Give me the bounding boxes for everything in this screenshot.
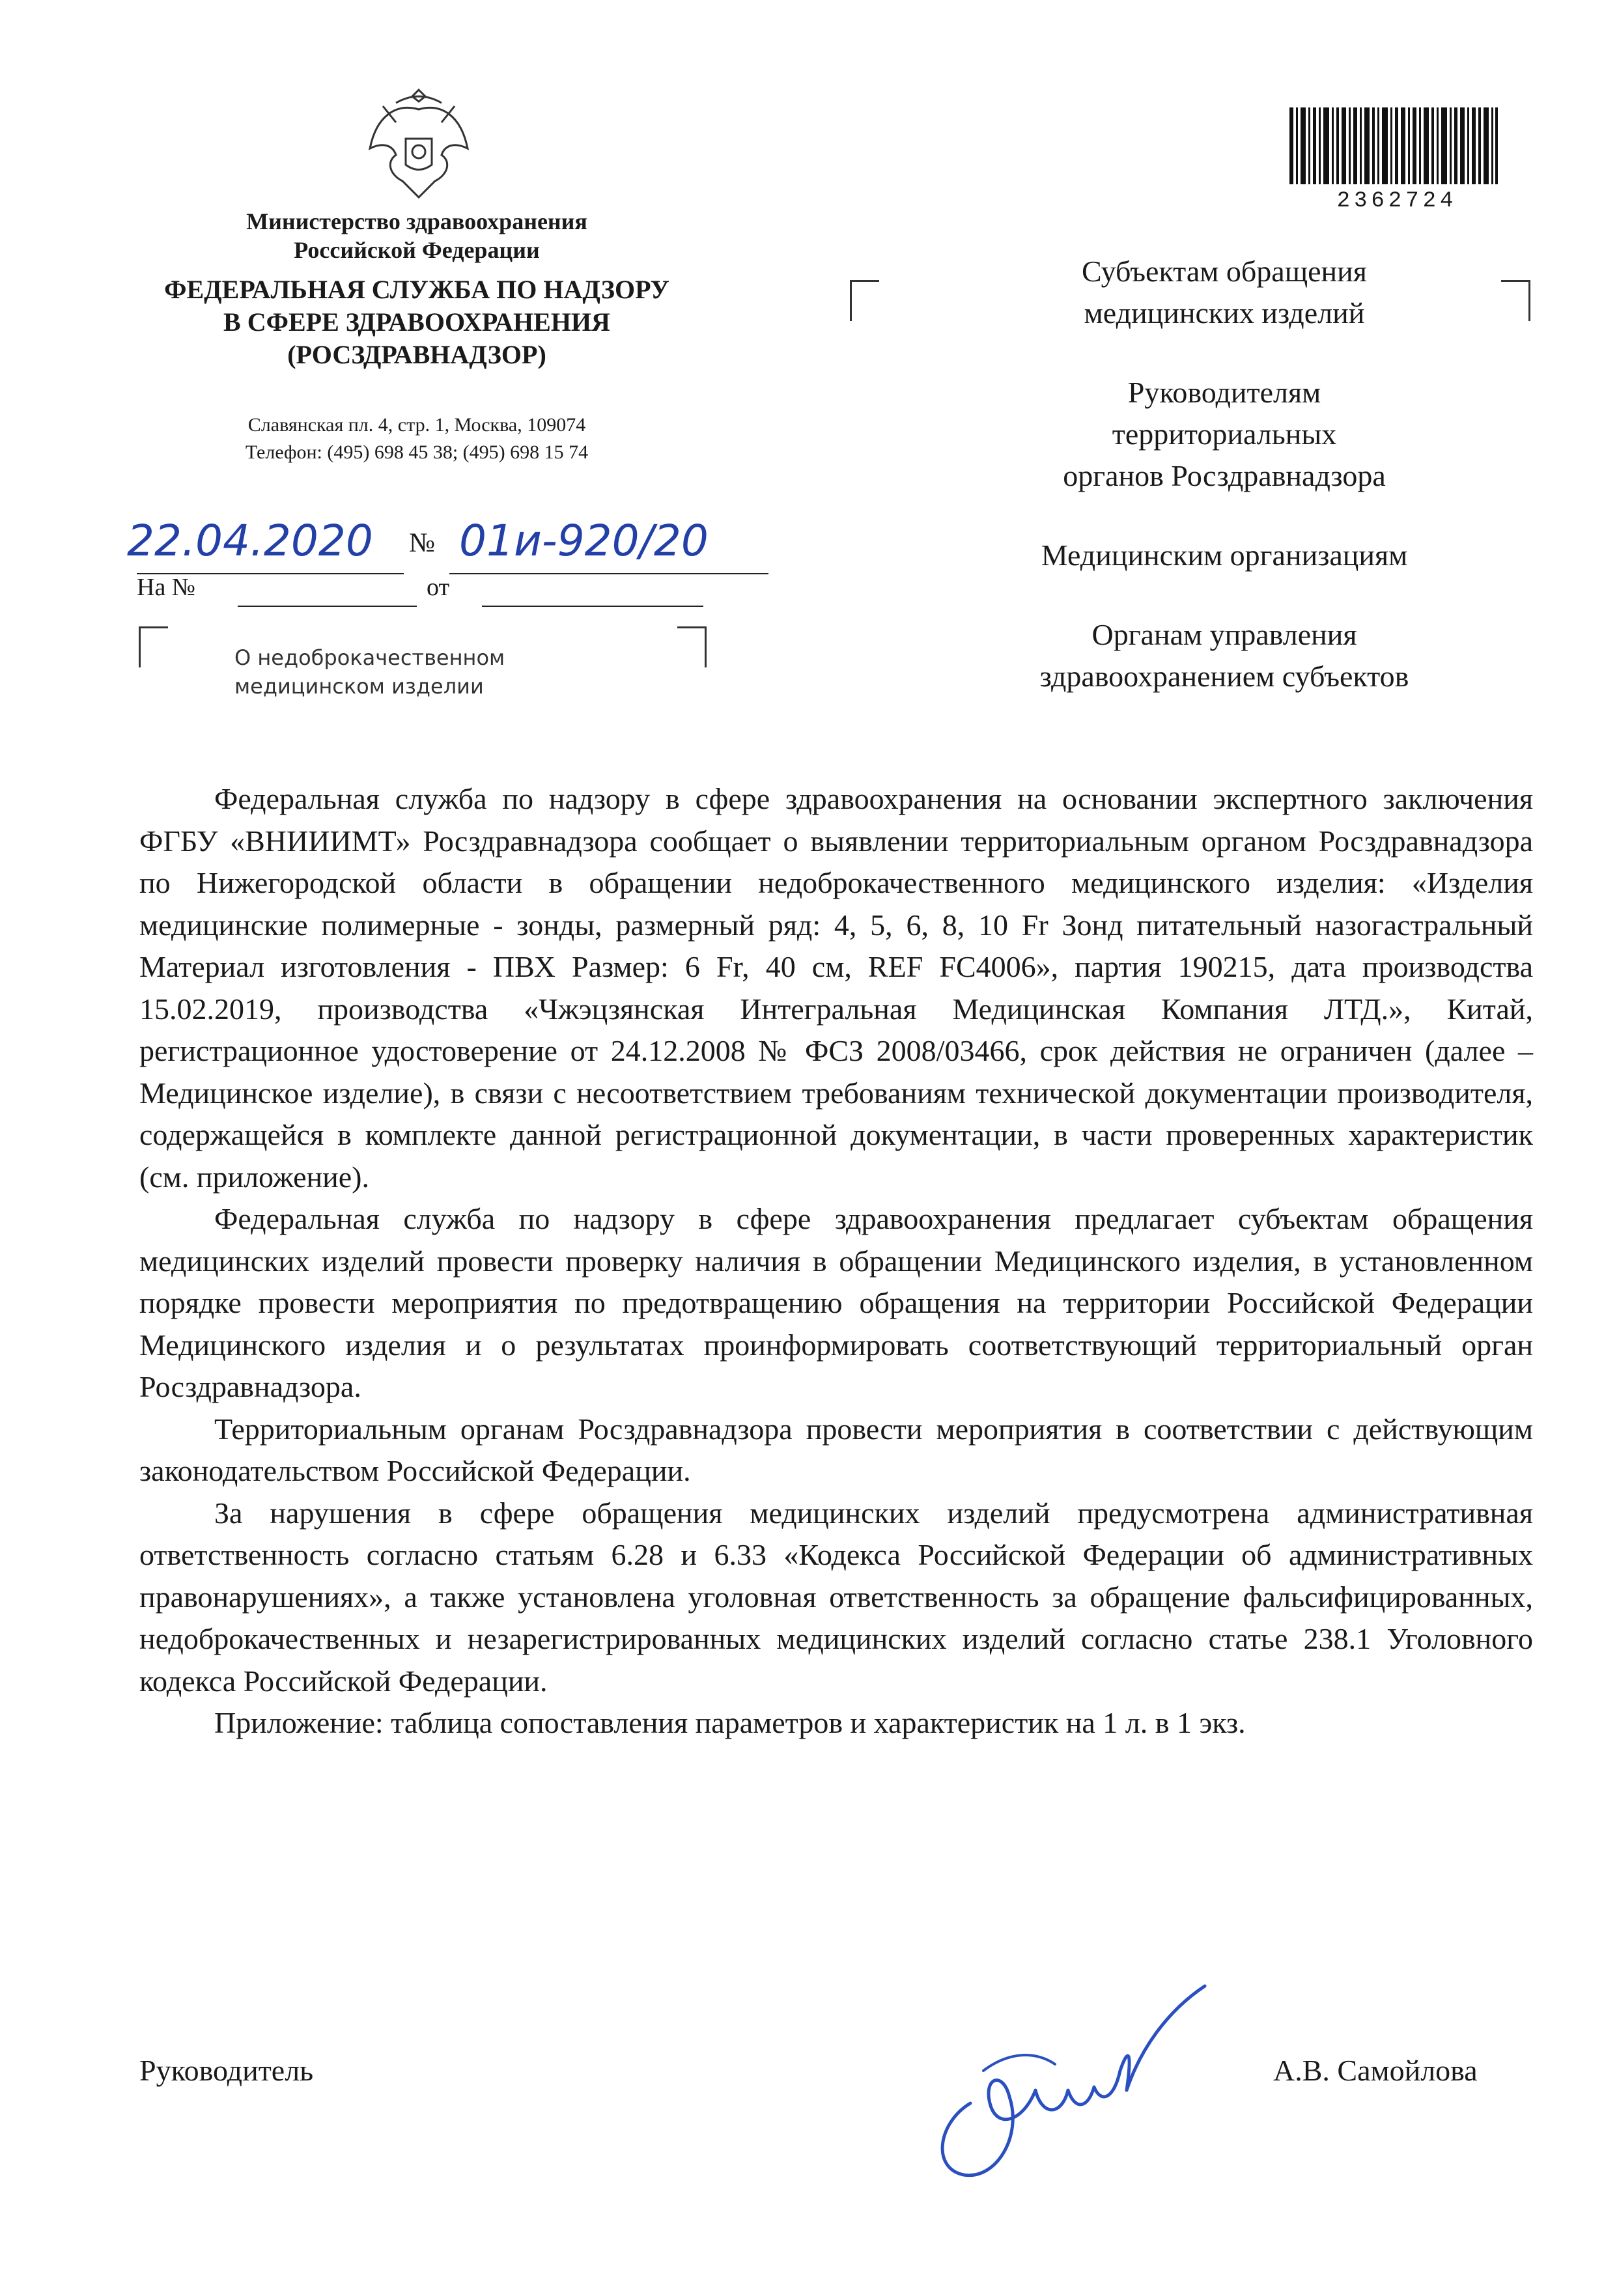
subject (234, 643, 505, 701)
recipient (938, 614, 1511, 697)
bracket-corner (677, 626, 707, 667)
recipient-line: Медицинским организациям (1041, 539, 1408, 572)
service-line: В СФЕРЕ ЗДРАВООХРАНЕНИЯ (223, 307, 610, 337)
from-label: от (427, 574, 450, 601)
address-block (143, 412, 690, 466)
ministry-name (143, 207, 690, 264)
body-paragraph: Федеральная служба по надзору в сфере здравоохранения предлагает субъектам обращения медицинских изделий провести проверку наличия в обращении Медицинского изделия, в установленном порядке провести мероприятия по предотвращению обращения на территории Российской Федерации Медицинского изделия и о результатах проинформировать соответствующий территориальный орган Росздравнадзора. (139, 1202, 1533, 1403)
bracket-corner (850, 280, 879, 321)
handwritten-signature (892, 1973, 1218, 2194)
reply-to-label: На № (137, 574, 196, 601)
signatory-title: Руководитель (139, 2054, 314, 2087)
service-name (98, 273, 736, 371)
phone: Телефон: (495) 698 45 38; (495) 698 15 74 (245, 441, 589, 463)
body-paragraph: Федеральная служба по надзору в сфере здравоохранения на основании экспертного заключения ФГБУ «ВНИИИМТ» Росздравнадзора сообщает о выявлении территориальным органом Росздравнадзора по Нижегородской области в обращении недоброкачественного медицинского изделия: «Изделия медицинские полимерные - зонды, размерный ряд: 4, 5, 6, 8, 10 Fr Зонд питательный назогастральный Материал изготовления - ПВХ Размер: 6 Fr, 40 см, REF FC4006», партия 190215, дата производства 15.02.2019, производства «Чжэцзянская Интегральная Медицинская Компания ЛТД.», Китай, регистрационное удостоверение от 24.12.2008 № ФСЗ 2008/03466, срок действия не ограничен (далее – Медицинское изделие), в связи с несоответствием требованиям технической документации производителя, содержащейся в комплекте данной регистрационной документации, в части проверенных характеристик (см. приложение). (139, 782, 1533, 1194)
recipient-line: органов Росздравнадзора (1063, 459, 1386, 492)
number-sign: № (409, 528, 436, 558)
service-line: (РОСЗДРАВНАДЗОР) (287, 340, 546, 369)
body-paragraph: Территориальным органам Росздравнадзора провести мероприятия в соответствии с действующим законодательством Российской Федерации. (139, 1412, 1533, 1487)
handwritten-number: 01и-920/20 (459, 516, 709, 566)
recipient (938, 372, 1511, 497)
ministry-line: Министерство здравоохранения (246, 208, 587, 234)
reply-date-underline (482, 606, 703, 607)
body-paragraph: За нарушения в сфере обращения медицинских изделий предусмотрена административная ответственность согласно статьям 6.28 и 6.33 «Кодекса Российской Федерации об административных правонарушениях», а также установлена уголовная ответственность за обращение фальсифицированных, недоброкачественных и незарегистрированных медицинских изделий согласно статье 238.1 Уголовного кодекса Российской Федерации. (139, 1496, 1533, 1698)
address: Славянская пл. 4, стр. 1, Москва, 109074 (247, 414, 586, 436)
state-emblem-icon (357, 77, 481, 207)
barcode (1289, 107, 1498, 184)
recipient-line: территориальных (1112, 417, 1337, 451)
recipient (938, 251, 1511, 334)
ministry-line: Российской Федерации (294, 237, 540, 263)
recipient-line: здравоохранением субъектов (1039, 660, 1409, 693)
recipient-line: Руководителям (1127, 376, 1321, 409)
attachment-note: Приложение: таблица сопоставления параметров и характеристик на 1 л. в 1 экз. (214, 1706, 1246, 1739)
recipient-line: Субъектам обращения (1082, 255, 1367, 288)
subject-line: О недоброкачественном (234, 645, 505, 670)
handwritten-date: 22.04.2020 (127, 516, 373, 566)
barcode-number: 2362724 (1336, 189, 1457, 214)
recipient-line: медицинских изделий (1084, 296, 1365, 329)
letter-body (139, 778, 1533, 1744)
signatory-name: А.В. Самойлова (1273, 2054, 1478, 2087)
recipients-block (938, 251, 1511, 697)
service-line: ФЕДЕРАЛЬНАЯ СЛУЖБА ПО НАДЗОРУ (164, 275, 669, 304)
reply-number-underline (238, 606, 417, 607)
number-underline (449, 573, 768, 574)
recipient (938, 535, 1511, 576)
recipient-line: Органам управления (1091, 618, 1357, 651)
bracket-corner (139, 626, 168, 667)
subject-line: медицинском изделии (234, 674, 484, 699)
